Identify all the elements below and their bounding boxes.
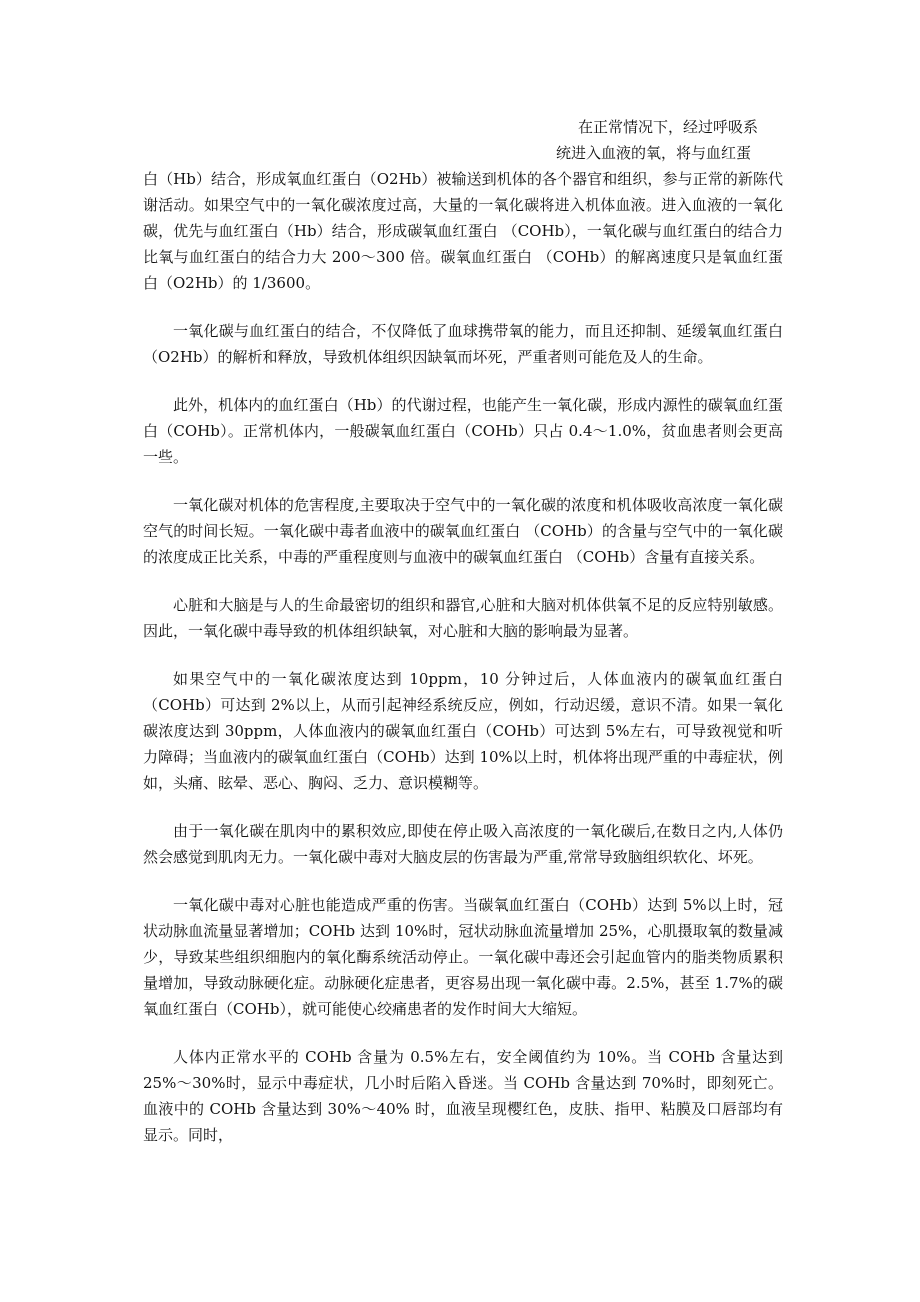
paragraph-9: 人体内正常水平的 COHb 含量为 0.5%左右，安全阈值约为 10%。当 COHb 含量达到 25%～30%时，显示中毒症状，几小时后陷入昏迷。当 COHb 含量达到 70%时，即刻死亡。血液中的 COHb 含量达到 30%～40% 时，血液呈现樱红色，皮肤、指甲、粘膜及口唇部均有显示。同时， <box>143 1048 783 1144</box>
paragraph-1: 白（Hb）结合，形成氧血红蛋白（O2Hb）被输送到机体的各个器官和组织，参与正常的新陈代谢活动。如果空气中的一氧化碳浓度过高，大量的一氧化碳将进入机体血液。进入血液的一氧化碳，优先与血红蛋白（Hb）结合，形成碳氧血红蛋白 （COHb），一氧化碳与血红蛋白的结合力比氧与血红蛋白的结合力大 200～300 倍。碳氧血红蛋白 （COHb）的解离速度只是氧血红蛋白（O2Hb）的 1/3600。 <box>143 170 783 292</box>
intro-line-2: 统进入血液的氧，将与血红蛋 <box>556 144 752 162</box>
paragraph-3: 此外，机体内的血红蛋白（Hb）的代谢过程，也能产生一氧化碳，形成内源性的碳氧血红蛋白（COHb）。正常机体内，一般碳氧血红蛋白（COHb）只占 0.4～1.0%，贫血患者则会更高一些。 <box>143 396 783 466</box>
paragraph-6: 如果空气中的一氧化碳浓度达到 10ppm，10 分钟过后，人体血液内的碳氧血红蛋白（COHb）可达到 2%以上，从而引起神经系统反应，例如，行动迟缓，意识不清。如果一氧化碳浓度达到 30ppm，人体血液内的碳氧血红蛋白（COHb）可达到 5%左右，可导致视觉和听力障碍；当血液内的碳氧血红蛋白（COHb）达到 10%以上时，机体将出现严重的中毒症状，例如，头痛、眩晕、恶心、胸闷、乏力、意识模糊等。 <box>143 670 783 792</box>
paragraph-7: 由于一氧化碳在肌肉中的累积效应,即使在停止吸入高浓度的一氧化碳后,在数日之内,人体仍然会感觉到肌肉无力。一氧化碳中毒对大脑皮层的伤害最为严重,常常导致脑组织软化、坏死。 <box>143 822 783 866</box>
body-text <box>143 166 783 1148</box>
paragraph-5: 心脏和大脑是与人的生命最密切的组织和器官,心脏和大脑对机体供氧不足的反应特别敏感。因此，一氧化碳中毒导致的机体组织缺氧，对心脏和大脑的影响最为显著。 <box>143 596 783 640</box>
paragraph-8: 一氧化碳中毒对心脏也能造成严重的伤害。当碳氧血红蛋白（COHb）达到 5%以上时，冠状动脉血流量显著增加；COHb 达到 10%时，冠状动脉血流量增加 25%，心肌摄取氧的数量减少，导致某些组织细胞内的氧化酶系统活动停止。一氧化碳中毒还会引起血管内的脂类物质累积量增加，导致动脉硬化症。动脉硬化症患者，更容易出现一氧化碳中毒。2.5%，甚至 1.7%的碳氧血红蛋白（COHb），就可能使心绞痛患者的发作时间大大缩短。 <box>143 896 783 1018</box>
paragraph-4: 一氧化碳对机体的危害程度,主要取决于空气中的一氧化碳的浓度和机体吸收高浓度一氧化碳空气的时间长短。一氧化碳中毒者血液中的碳氧血红蛋白 （COHb）的含量与空气中的一氧化碳的浓度成正比关系，中毒的严重程度则与血液中的碳氧血红蛋白 （COHb）含量有直接关系。 <box>143 496 783 566</box>
intro-line-1: 在正常情况下，经过呼吸系 <box>578 118 759 136</box>
paragraph-2: 一氧化碳与血红蛋白的结合，不仅降低了血球携带氧的能力，而且还抑制、延缓氧血红蛋白（O2Hb）的解析和释放，导致机体组织因缺氧而坏死，严重者则可能危及人的生命。 <box>143 322 783 366</box>
